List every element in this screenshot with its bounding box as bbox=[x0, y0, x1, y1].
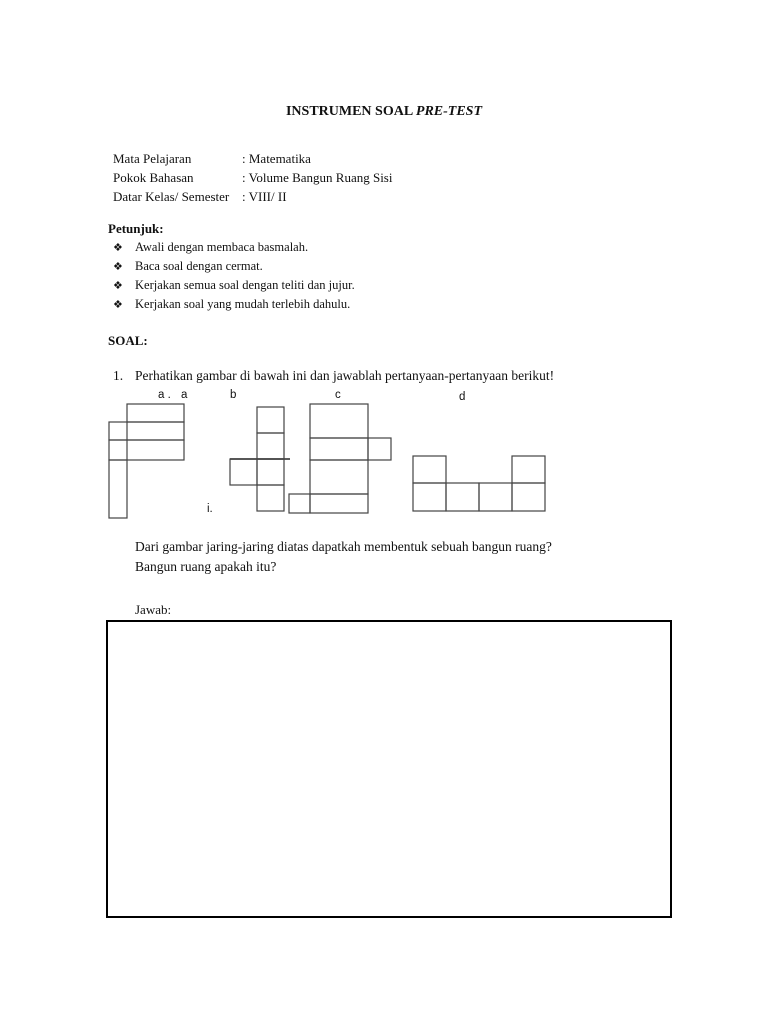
net-c bbox=[289, 404, 391, 513]
diamond-bullet-icon: ❖ bbox=[113, 299, 123, 311]
petunjuk-item: ❖ Kerjakan semua soal dengan teliti dan jujur. bbox=[113, 278, 355, 292]
info-label-class: Datar Kelas/ Semester bbox=[113, 189, 230, 204]
net-a bbox=[109, 404, 184, 518]
petunjuk-item: ❖ Kerjakan soal yang mudah terlebih dahulu. bbox=[113, 297, 351, 311]
question-line-1: Dari gambar jaring-jaring diatas dapatkah membentuk sebuah bangun ruang? bbox=[135, 539, 552, 554]
petunjuk-item: ❖ Awali dengan membaca basmalah. bbox=[113, 240, 309, 254]
diamond-bullet-icon: ❖ bbox=[113, 280, 123, 292]
petunjuk-item: ❖ Baca soal dengan cermat. bbox=[113, 259, 263, 273]
petunjuk-heading: Petunjuk: bbox=[108, 221, 164, 236]
info-value-class: : VIII/ II bbox=[242, 189, 287, 204]
net-b bbox=[230, 407, 290, 511]
soal-heading: SOAL: bbox=[108, 333, 148, 348]
info-value-subject: : Matematika bbox=[242, 151, 311, 166]
figure-label-i: i. bbox=[207, 503, 213, 515]
diamond-bullet-icon: ❖ bbox=[113, 261, 123, 273]
question-line-2: Bangun ruang apakah itu? bbox=[135, 559, 277, 574]
figure-label-a-prefix: a . bbox=[158, 389, 171, 401]
info-label-topic: Pokok Bahasan bbox=[113, 170, 194, 185]
info-label-subject: Mata Pelajaran bbox=[113, 151, 192, 166]
question-prompt: Perhatikan gambar di bawah ini dan jawablah pertanyaan-pertanyaan berikut! bbox=[135, 368, 555, 383]
figure-label-b: b bbox=[230, 389, 237, 401]
figure-label-a: a bbox=[181, 389, 188, 401]
figure-label-c: c bbox=[335, 389, 341, 401]
diamond-bullet-icon: ❖ bbox=[113, 242, 123, 254]
answer-label: Jawab: bbox=[135, 602, 172, 617]
net-d bbox=[413, 456, 545, 511]
info-value-topic: : Volume Bangun Ruang Sisi bbox=[242, 170, 393, 185]
figure-label-d: d bbox=[459, 391, 466, 403]
question-number: 1. bbox=[113, 368, 124, 383]
document-title: INSTRUMEN SOAL PRE-TEST bbox=[285, 104, 483, 119]
answer-box[interactable] bbox=[106, 620, 672, 918]
